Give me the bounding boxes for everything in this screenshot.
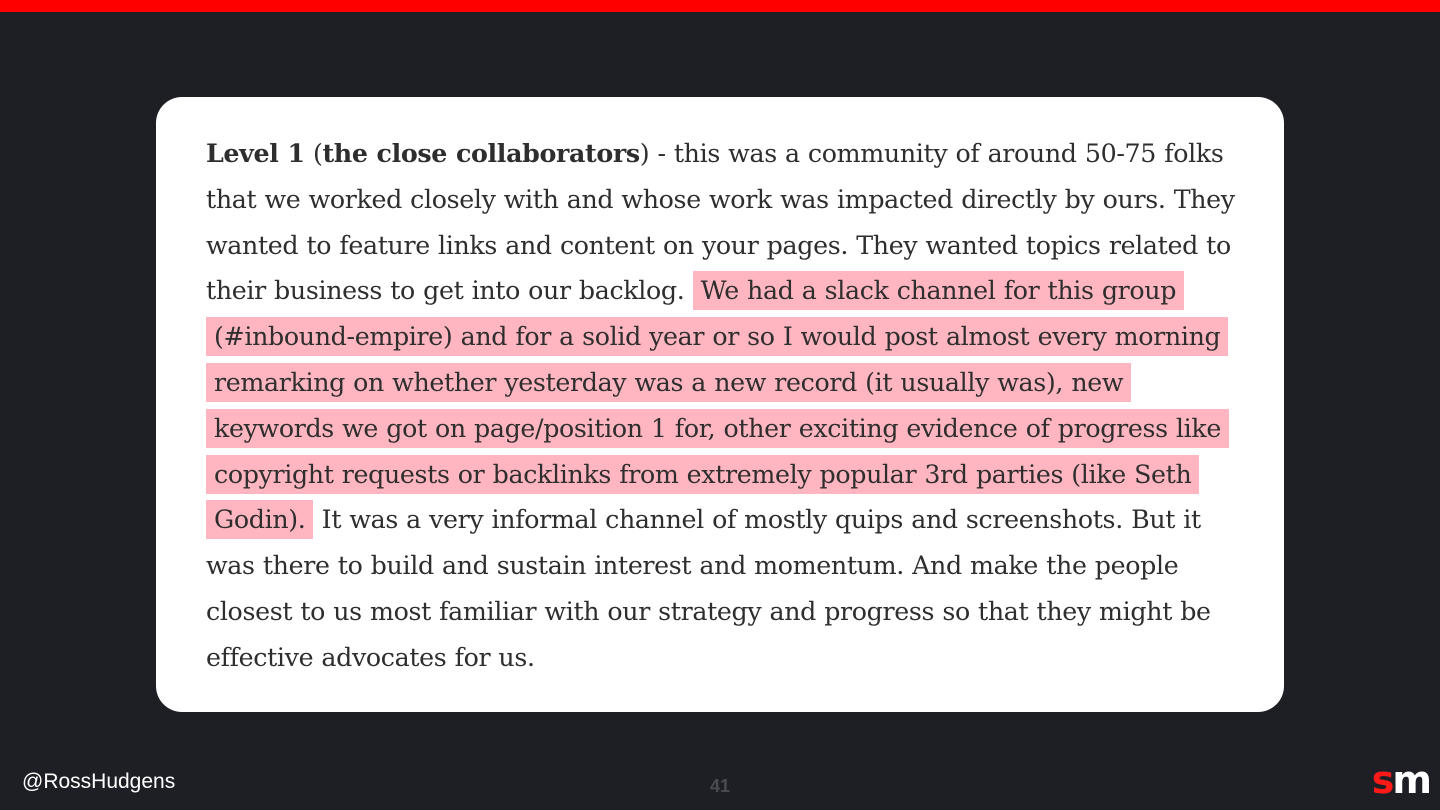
logo-letter-s: s [1371, 758, 1393, 802]
highlighted-text: We had a slack channel for this group (#inbound-empire) and for a solid year or so I would post almost every morning remarking on whether yesterday was a new record (it usually was), new keywords we got on page/position 1 for, other exciting evidence of progress like copyright requests or backlinks from extremely popular 3rd parties (like Seth Godin). [206, 271, 1229, 539]
author-handle: @RossHudgens [22, 770, 176, 793]
level-label: Level 1 [206, 138, 305, 168]
intro-text: ) - this was a community of around 50-75 folks that we worked closely with and whose work was impacted directly by ours. They wanted to feature links and content on your pages. They wanted topics related to their business to get into our backlog. [206, 139, 1235, 306]
quote-card [156, 97, 1284, 712]
logo-letter-m: m [1392, 758, 1430, 802]
group-name: the close collaborators [322, 138, 640, 168]
closing-text: It was a very informal channel of mostly quips and screenshots. But it was there to build and sustain interest and momentum. And make the people closest to us most familiar with our strategy and progress so that they might be effective advocates for us. [206, 505, 1211, 672]
quote-passage [206, 131, 1244, 681]
page-number: 41 [709, 776, 731, 796]
brand-logo [1372, 758, 1430, 802]
top-accent-bar [0, 0, 1440, 12]
paren-open: ( [304, 139, 323, 168]
